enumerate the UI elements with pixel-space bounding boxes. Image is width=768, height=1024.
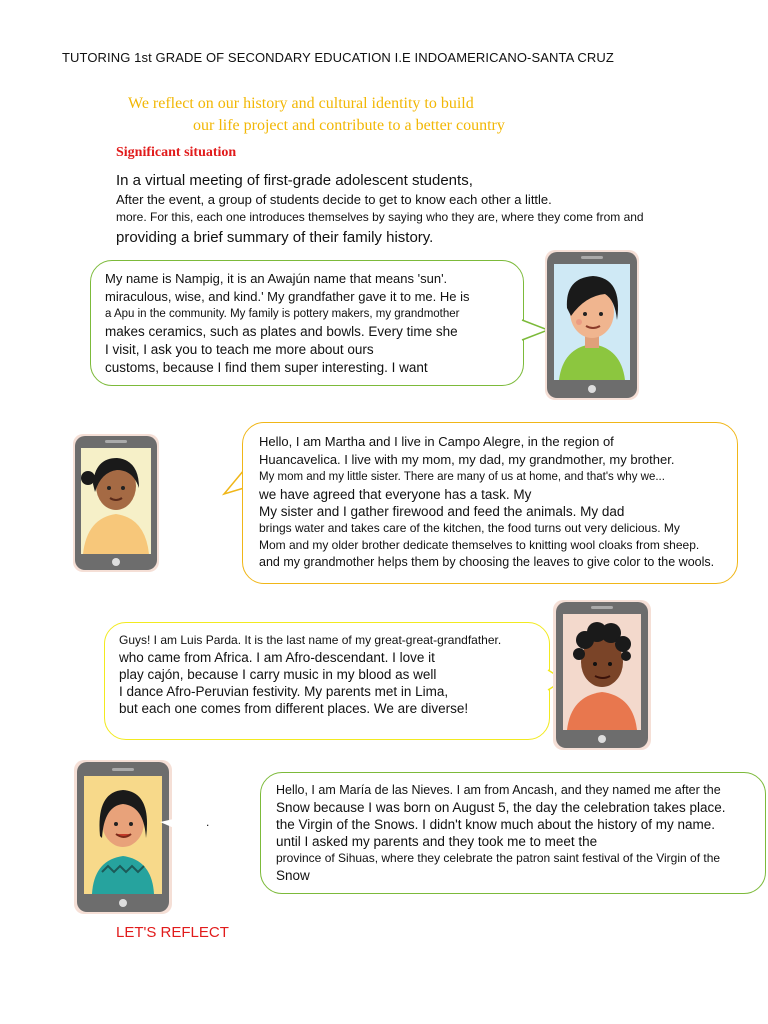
- bubble-line: play cajón, because I carry music in my blood as well: [119, 667, 437, 682]
- bubble-line: I visit, I ask you to teach me more about ours: [105, 342, 374, 357]
- bubble-line: My sister and I gather firewood and feed the animals. My dad: [259, 504, 625, 519]
- bubble-line: miraculous, wise, and kind.' My grandfather gave it to me. He is: [105, 289, 470, 304]
- stray-dot: .: [206, 815, 210, 829]
- phone-avatar-maria: [74, 760, 172, 914]
- bubble-line: My name is Nampig, it is an Awajún name that means 'sun'.: [105, 271, 448, 286]
- bubble-line: a Apu in the community. My family is pottery makers, my grandmother: [105, 308, 460, 320]
- bubble-line: customs, because I find them super interesting. I want: [105, 360, 428, 375]
- document-header: TUTORING 1st GRADE OF SECONDARY EDUCATION I.E INDOAMERICANO-SANTA CRUZ: [62, 50, 614, 65]
- bubble-line: Guys! I am Luis Parda. It is the last name of my great-great-grandfather.: [119, 633, 502, 647]
- intro-line-2: After the event, a group of students decide to get to know each other a little.: [116, 192, 552, 207]
- speech-bubble-luis: [104, 622, 550, 740]
- bubble-line: Snow because I was born on August 5, the day the celebration takes place.: [276, 800, 726, 815]
- speech-bubble-nampig: [90, 260, 524, 386]
- bubble-line: who came from Africa. I am Afro-descendant. I love it: [119, 650, 435, 665]
- bubble-line: until I asked my parents and they took me to meet the: [276, 834, 598, 849]
- subtitle-line-2: our life project and contribute to a better country: [193, 117, 505, 134]
- phone-avatar-martha: [73, 434, 159, 572]
- bubble-line: but each one comes from different places. We are diverse!: [119, 701, 469, 716]
- subtitle-line-1: We reflect on our history and cultural identity to build: [128, 95, 474, 112]
- section-title: Significant situation: [116, 145, 237, 160]
- bubble-line: we have agreed that everyone has a task. My: [259, 487, 532, 502]
- bubble-tail-mark: [160, 818, 180, 832]
- bubble-line: Huancavelica. I live with my mom, my dad, my grandmother, my brother.: [259, 452, 675, 467]
- phone-avatar-luis: [553, 600, 651, 750]
- bubble-line: the Virgin of the Snows. I didn't know much about the history of my name.: [276, 817, 716, 832]
- bubble-line: brings water and takes care of the kitchen, the food turns out very delicious. My: [259, 521, 680, 535]
- bubble-line: province of Sihuas, where they celebrate the patron saint festival of the Virgin of the: [276, 851, 721, 865]
- phone-avatar-nampig: [545, 250, 639, 400]
- bubble-line: and my grandmother helps them by choosing the leaves to give color to the wools.: [259, 555, 715, 569]
- bubble-line: Hello, I am María de las Nieves. I am from Ancash, and they named me after the: [276, 783, 721, 797]
- bubble-line: Snow: [276, 868, 310, 883]
- speech-bubble-martha: [242, 422, 738, 584]
- intro-line-4: providing a brief summary of their family history.: [116, 229, 434, 246]
- intro-line-3: more. For this, each one introduces themselves by saying who they are, where they come from and: [116, 210, 644, 224]
- intro-line-1: In a virtual meeting of first-grade adolescent students,: [116, 172, 473, 189]
- bubble-line: I dance Afro-Peruvian festivity. My parents met in Lima,: [119, 684, 449, 699]
- bubble-line: Hello, I am Martha and I live in Campo Alegre, in the region of: [259, 434, 614, 449]
- bubble-line: My mom and my little sister. There are many of us at home, and that's why we...: [259, 471, 665, 483]
- bubble-line: Mom and my older brother dedicate themselves to knitting wool cloaks from sheep.: [259, 538, 700, 552]
- speech-bubble-maria: [260, 772, 766, 894]
- bubble-line: makes ceramics, such as plates and bowls. Every time she: [105, 324, 458, 339]
- lets-reflect-heading: LET'S REFLECT: [116, 924, 229, 941]
